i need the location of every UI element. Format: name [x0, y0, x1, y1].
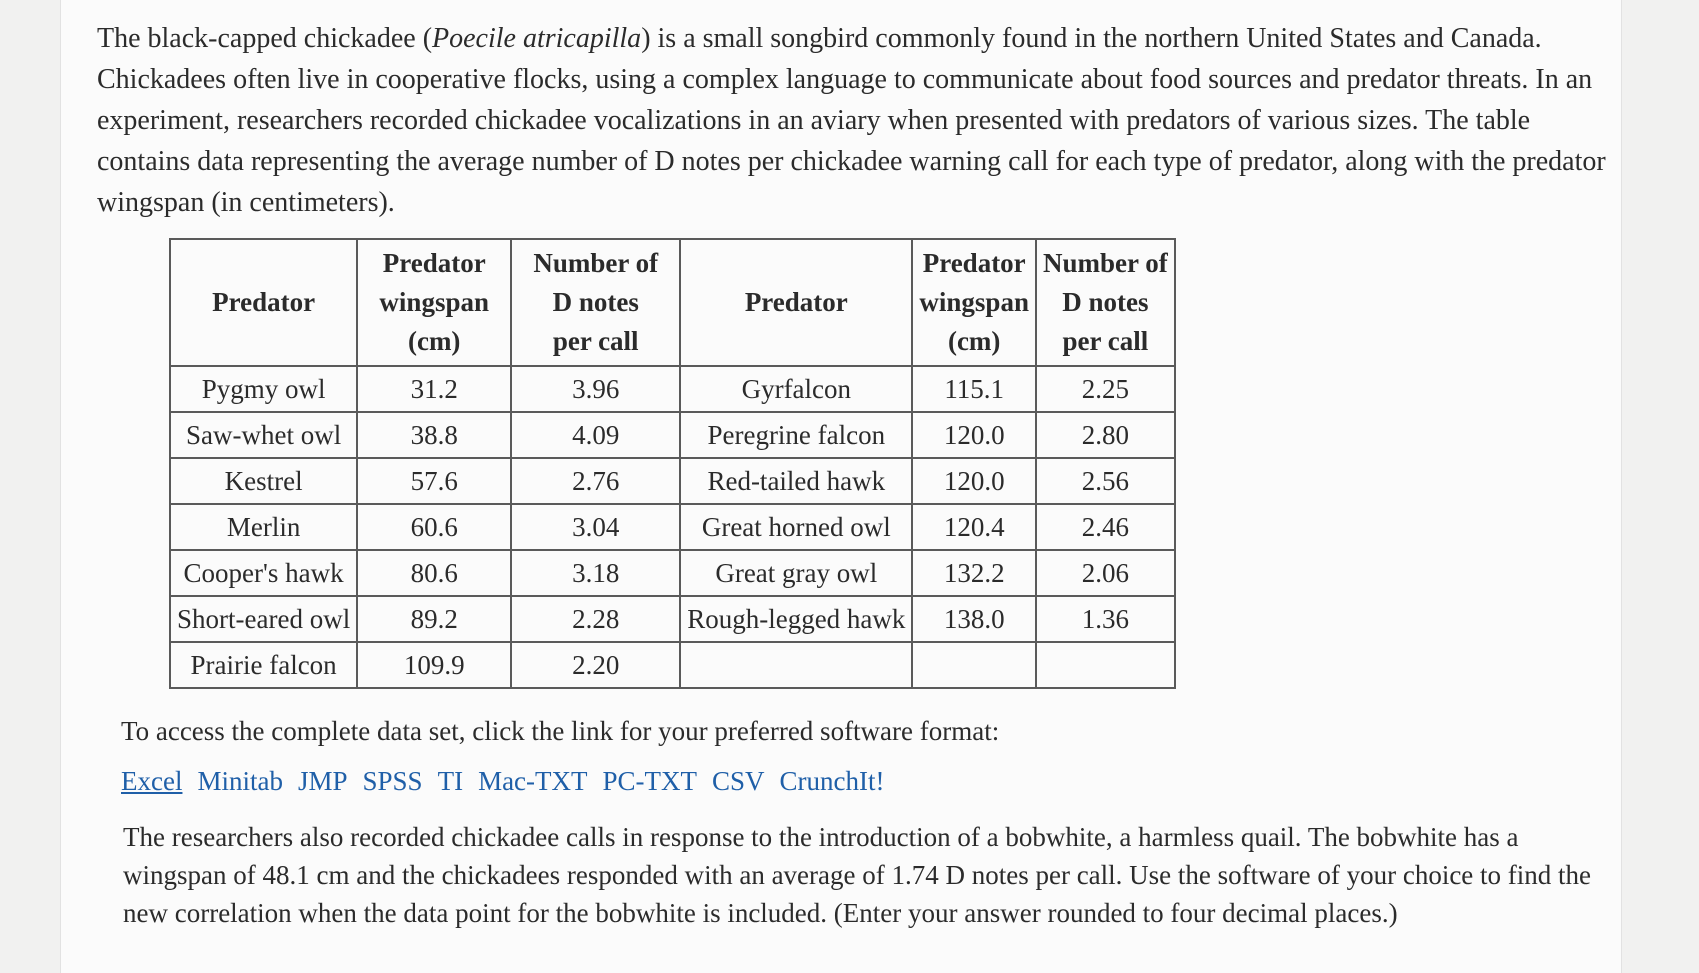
access-instructions: To access the complete data set, click the link for your preferred software format: — [121, 716, 1000, 746]
wingspan-cell: 138.0 — [912, 596, 1036, 642]
csv-link[interactable]: CSV — [712, 766, 765, 796]
spss-link[interactable]: SPSS — [362, 766, 423, 796]
table-row — [170, 366, 1175, 412]
header-wingspan-right: Predator wingspan (cm) — [912, 239, 1036, 366]
wingspan-cell — [912, 642, 1036, 688]
header-notes-right: Number of D notes per call — [1036, 239, 1175, 366]
ti-link[interactable]: TI — [437, 766, 464, 796]
table-row — [170, 550, 1175, 596]
wingspan-cell: 38.8 — [357, 412, 511, 458]
predator-name-cell: Gyrfalcon — [680, 366, 912, 412]
notes-cell: 1.36 — [1036, 596, 1175, 642]
wingspan-cell: 109.9 — [357, 642, 511, 688]
predator-name-cell: Pygmy owl — [170, 366, 357, 412]
crunchit-link[interactable]: CrunchIt! — [779, 766, 885, 796]
predator-name-cell: Great gray owl — [680, 550, 912, 596]
predator-name-cell: Prairie falcon — [170, 642, 357, 688]
predator-name-cell: Cooper's hawk — [170, 550, 357, 596]
wingspan-cell: 31.2 — [357, 366, 511, 412]
notes-cell: 2.20 — [511, 642, 680, 688]
predator-name-cell: Saw-whet owl — [170, 412, 357, 458]
notes-cell: 2.80 — [1036, 412, 1175, 458]
species-name: Poecile atricapilla — [432, 23, 642, 54]
wingspan-cell: 60.6 — [357, 504, 511, 550]
notes-cell — [1036, 642, 1175, 688]
header-notes-left: Number of D notes per call — [511, 239, 680, 366]
wingspan-cell: 120.0 — [912, 458, 1036, 504]
software-links — [121, 766, 885, 797]
header-wingspan-left: Predator wingspan (cm) — [357, 239, 511, 366]
notes-cell: 2.28 — [511, 596, 680, 642]
predator-name-cell: Merlin — [170, 504, 357, 550]
wingspan-cell: 120.0 — [912, 412, 1036, 458]
notes-cell: 4.09 — [511, 412, 680, 458]
content-panel — [60, 0, 1622, 973]
notes-cell: 2.46 — [1036, 504, 1175, 550]
intro-text-1: The black-capped chickadee ( — [97, 23, 433, 54]
predator-name-cell: Short-eared owl — [170, 596, 357, 642]
table-row — [170, 642, 1175, 688]
notes-cell: 2.56 — [1036, 458, 1175, 504]
wingspan-cell: 120.4 — [912, 504, 1036, 550]
table-header-row — [170, 239, 1175, 366]
excel-link[interactable]: Excel — [121, 766, 183, 796]
predator-name-cell: Great horned owl — [680, 504, 912, 550]
wingspan-cell: 80.6 — [357, 550, 511, 596]
predator-name-cell: Kestrel — [170, 458, 357, 504]
question-text: The researchers also recorded chickadee calls in response to the introduction of a bobwhite, a harmless quail. The bobwhite has a wingspan of 48.1 cm and the chickadees responded with an average of 1.74 D notes per call. Use the software of your choice to find the new correlation when the data point for the bobwhite is included. (Enter your answer rounded to four decimal places.) — [123, 822, 1592, 928]
wingspan-cell: 115.1 — [912, 366, 1036, 412]
predator-name-cell: Peregrine falcon — [680, 412, 912, 458]
jmp-link[interactable]: JMP — [297, 766, 348, 796]
table-row — [170, 596, 1175, 642]
header-predator-right: Predator — [680, 239, 912, 366]
intro-text-2: ) is a small songbird commonly found in the northern United States and Canada. Chickadees often live in cooperative flocks, using a complex language to communicate about food sources and predator threats. In an experiment, researchers recorded chickadee vocalizations in an aviary when presented with predators of various sizes. The table contains data representing the average number of D notes per chickadee warning call for each type of predator, along with the predator wingspan (in centimeters). — [97, 23, 1606, 218]
predator-name-cell: Red-tailed hawk — [680, 458, 912, 504]
table-row — [170, 412, 1175, 458]
mac-txt-link[interactable]: Mac-TXT — [478, 766, 588, 796]
table-row — [170, 504, 1175, 550]
notes-cell: 2.25 — [1036, 366, 1175, 412]
predator-data-table — [169, 238, 1176, 689]
notes-cell: 2.06 — [1036, 550, 1175, 596]
intro-paragraph — [97, 18, 1627, 223]
table-row — [170, 458, 1175, 504]
notes-cell: 2.76 — [511, 458, 680, 504]
wingspan-cell: 132.2 — [912, 550, 1036, 596]
notes-cell: 3.96 — [511, 366, 680, 412]
predator-name-cell — [680, 642, 912, 688]
notes-cell: 3.04 — [511, 504, 680, 550]
notes-cell: 3.18 — [511, 550, 680, 596]
header-predator-left: Predator — [170, 239, 357, 366]
wingspan-cell: 89.2 — [357, 596, 511, 642]
predator-name-cell: Rough-legged hawk — [680, 596, 912, 642]
wingspan-cell: 57.6 — [357, 458, 511, 504]
pc-txt-link[interactable]: PC-TXT — [602, 766, 698, 796]
minitab-link[interactable]: Minitab — [197, 766, 283, 796]
